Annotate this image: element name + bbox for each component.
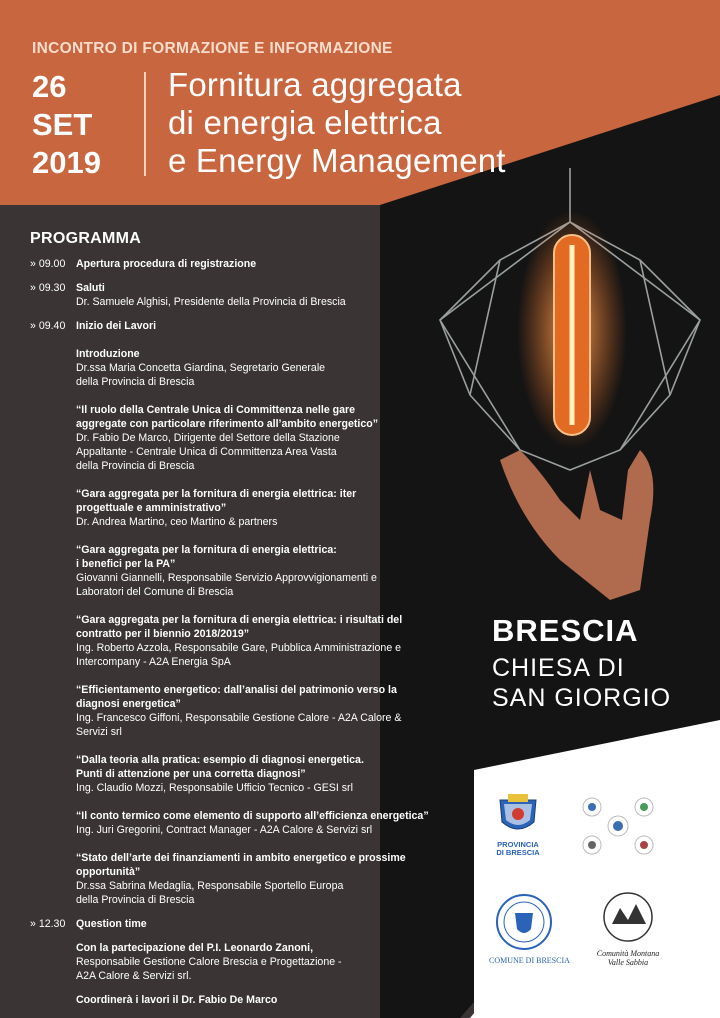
venue-city: BRESCIA	[492, 613, 639, 648]
participation-title: Con la partecipazione del P.I. Leonardo Zanoni,	[76, 942, 314, 954]
item-time: » 09.00	[30, 258, 66, 270]
participation-note	[30, 941, 470, 983]
venue-place-line: SAN GIORGIO	[492, 684, 672, 712]
program-item	[30, 281, 470, 309]
venue	[492, 613, 671, 713]
partners-logo	[576, 793, 660, 863]
comunita-emblem-icon	[590, 890, 666, 944]
event-title	[168, 66, 506, 180]
item-title: Question time	[76, 918, 147, 930]
talk-speaker: Servizi srl	[76, 726, 122, 738]
talk-speaker: Ing. Roberto Azzola, Responsabile Gare, Pubblica Amministrazione e	[76, 642, 402, 654]
talk-speaker: Ing. Francesco Giffoni, Responsabile Gestione Calore - A2A Calore &	[76, 712, 402, 724]
partners-network-icon	[576, 793, 660, 863]
talk-title: Introduzione	[76, 348, 140, 360]
participation-line: A2A Calore & Servizi srl.	[76, 970, 192, 982]
comunita-label-2: Valle Sabbia	[607, 958, 649, 967]
title-line: Fornitura aggregata	[168, 66, 462, 103]
title-line: di energia elettrica	[168, 104, 442, 141]
talk-title: “Efficientamento energetico: dall’analisi del patrimonio verso la	[76, 684, 397, 696]
talk-speaker: Ing. Juri Gregorini, Contract Manager - A2A Calore & Servizi srl	[76, 824, 373, 836]
comunita-label-1: Comunità Montana	[596, 949, 660, 958]
provincia-logo	[494, 792, 542, 857]
talk-speaker: Dr.ssa Sabrina Medaglia, Responsabile Sportello Europa	[76, 880, 344, 892]
talk-item	[30, 683, 470, 739]
talk-speaker: Ing. Claudio Mozzi, Responsabile Ufficio Tecnico - GESI srl	[76, 782, 353, 794]
date-month: SET	[32, 107, 93, 142]
talk-item	[30, 403, 470, 473]
item-time: » 09.40	[30, 320, 66, 332]
talk-speaker: Giovanni Giannelli, Responsabile Servizio Approvvigionamenti e	[76, 572, 377, 584]
talk-item	[30, 613, 470, 669]
talk-title: “Dalla teoria alla pratica: esempio di diagnosi energetica.	[76, 754, 364, 766]
participation-line: Responsabile Gestione Calore Brescia e Progettazione -	[76, 956, 342, 968]
date-year: 2019	[32, 145, 101, 180]
coordinator-note	[30, 993, 470, 1007]
talk-item	[30, 753, 470, 795]
event-date	[32, 68, 101, 182]
comune-seal-icon	[495, 893, 553, 951]
event-type-kicker: INCONTRO DI FORMAZIONE E INFORMAZIONE	[32, 40, 393, 57]
talk-item	[30, 543, 470, 599]
talk-title: aggregate con particolare riferimento all’ambito energetico”	[76, 418, 378, 430]
program	[30, 230, 470, 1007]
talk-item	[30, 487, 470, 529]
program-item	[30, 319, 470, 333]
talk-title: “Il ruolo della Centrale Unica di Committenza nelle gare	[76, 404, 356, 416]
comune-label: COMUNE DI BRESCIA	[489, 956, 570, 965]
talk-speaker: Appaltante - Centrale Unica di Committenza Area Vasta	[76, 446, 337, 458]
talk-list	[30, 333, 470, 907]
talk-speaker: della Provincia di Brescia	[76, 894, 195, 906]
talk-item	[30, 809, 470, 837]
venue-place	[492, 653, 671, 713]
talk-speaker: Dr. Andrea Martino, ceo Martino & partners	[76, 516, 278, 528]
talk-title: “Gara aggregata per la fornitura di energia elettrica: i risultati del	[76, 614, 403, 626]
talk-title: progettuale e amministrativo”	[76, 502, 227, 514]
talk-title: contratto per il biennio 2018/2019”	[76, 628, 250, 640]
item-speaker: Dr. Samuele Alghisi, Presidente della Provincia di Brescia	[76, 296, 346, 308]
talk-speaker: Intercompany - A2A Energia SpA	[76, 656, 231, 668]
title-line: e Energy Management	[168, 142, 506, 179]
item-time: » 09.30	[30, 282, 66, 294]
item-title: Saluti	[76, 282, 105, 294]
item-title: Apertura procedura di registrazione	[76, 258, 257, 270]
talk-title: “Gara aggregata per la fornitura di energia elettrica: iter	[76, 488, 357, 500]
program-item	[30, 917, 470, 931]
talk-title: i benefici per la PA”	[76, 558, 176, 570]
comunita-montana-logo	[590, 890, 666, 967]
program-heading: PROGRAMMA	[30, 230, 142, 247]
talk-item	[30, 347, 470, 389]
talk-speaker: Laboratori del Comune di Brescia	[76, 586, 234, 598]
program-item	[30, 257, 470, 271]
venue-place-line: CHIESA DI	[492, 654, 625, 682]
item-title: Inizio dei Lavori	[76, 320, 157, 332]
talk-title: opportunità”	[76, 866, 141, 878]
talk-speaker: della Provincia di Brescia	[76, 376, 195, 388]
coordinator-text: Coordinerà i lavori il Dr. Fabio De Marco	[76, 994, 278, 1006]
provincia-label: PROVINCIA DI BRESCIA	[496, 840, 540, 857]
date-day: 26	[32, 69, 67, 104]
talk-title: “Stato dell’arte dei finanziamenti in ambito energetico e prossime	[76, 852, 406, 864]
talk-speaker: Dr. Fabio De Marco, Dirigente del Settore della Stazione	[76, 432, 340, 444]
talk-speaker: della Provincia di Brescia	[76, 460, 195, 472]
provincia-crest-icon	[494, 792, 542, 836]
date-divider	[144, 72, 146, 176]
talk-title: diagnosi energetica”	[76, 698, 181, 710]
item-time: » 12.30	[30, 918, 66, 930]
talk-title: “Gara aggregata per la fornitura di energia elettrica:	[76, 544, 337, 556]
comune-logo	[489, 893, 570, 965]
talk-title: “Il conto termico come elemento di supporto all’efficienza energetica”	[76, 810, 429, 822]
talk-title: Punti di attenzione per una corretta diagnosi”	[76, 768, 306, 780]
talk-speaker: Dr.ssa Maria Concetta Giardina, Segretario Generale	[76, 362, 326, 374]
talk-item	[30, 851, 470, 907]
